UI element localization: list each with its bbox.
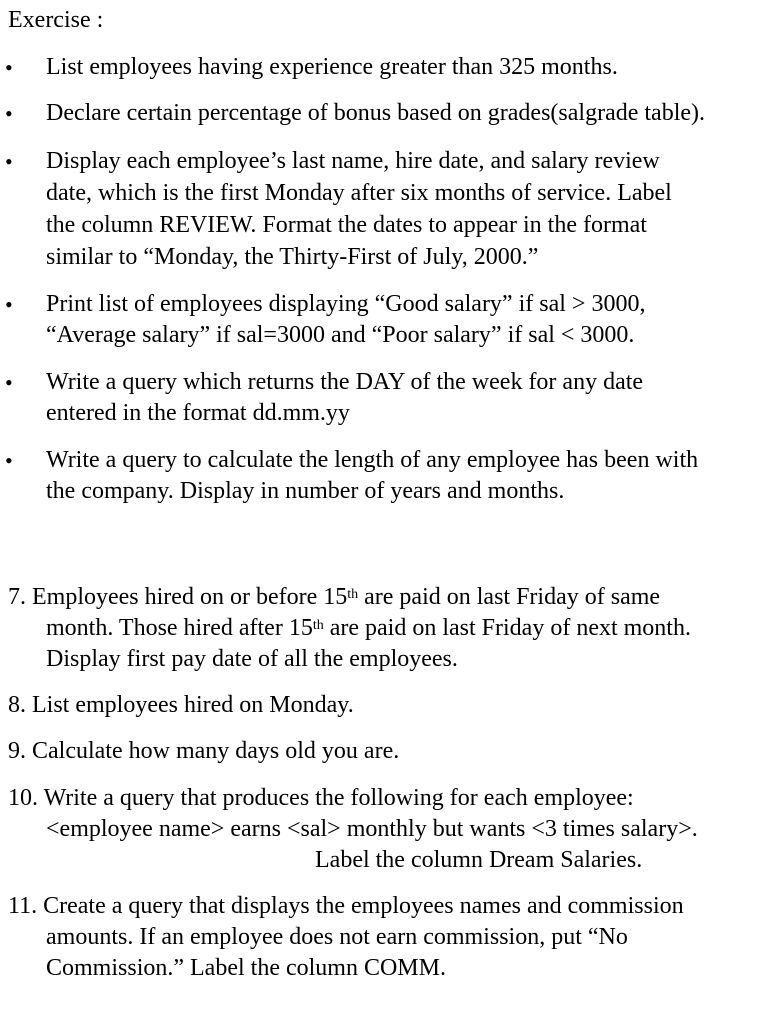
bullet-3-line-3: the column REVIEW. Format the dates to appear in the format (46, 212, 647, 238)
bullet-icon: • (5, 55, 13, 80)
item-10-line-3: Label the column Dream Salaries. (315, 847, 643, 873)
bullet-6-line-2: the company. Display in number of years and months. (46, 478, 565, 504)
item-10-line-1: 10. Write a query that produces the following for each employee: (8, 785, 634, 811)
page-title: Exercise : (8, 7, 104, 33)
bullet-5-line-1: Write a query which returns the DAY of the week for any date (46, 369, 644, 395)
bullet-icon: • (5, 292, 13, 317)
item-7-line-1 (8, 582, 660, 613)
bullet-1-line-1: List employees having experience greater than 325 months. (46, 54, 618, 80)
bullet-4-line-1: Print list of employees displaying “Good salary” if sal > 3000, (46, 291, 646, 317)
bullet-3-line-1: Display each employee’s last name, hire date, and salary review (46, 148, 660, 174)
item-11-line-2: amounts. If an employee does not earn commission, put “No (46, 924, 628, 950)
superscript-th: th (347, 587, 359, 602)
bullet-2-line-1: Declare certain percentage of bonus based on grades(salgrade table). (46, 100, 706, 126)
bullet-icon: • (5, 448, 13, 473)
item-7-line-2-text: month. Those hired after 15 (46, 615, 313, 641)
bullet-6-line-1: Write a query to calculate the length of any employee has been with (46, 447, 699, 473)
item-8-line-1: 8. List employees hired on Monday. (8, 692, 354, 718)
item-7-line-1-text: 7. Employees hired on or before 15 (8, 584, 348, 610)
item-9-line-1: 9. Calculate how many days old you are. (8, 738, 400, 764)
item-11-line-3: Commission.” Label the column COMM. (46, 955, 446, 981)
bullet-icon: • (5, 101, 13, 126)
item-11-line-1: 11. Create a query that displays the employees names and commission (8, 893, 684, 919)
bullet-icon: • (5, 149, 13, 174)
item-10-line-2: <employee name> earns <sal> monthly but wants <3 times salary>. (46, 816, 698, 842)
bullet-3-line-4: similar to “Monday, the Thirty-First of July, 2000.” (46, 244, 539, 270)
bullet-5-line-2: entered in the format dd.mm.yy (46, 400, 350, 426)
bullet-3-line-2: date, which is the first Monday after six months of service. Label (46, 180, 672, 206)
item-7-line-2-rest: are paid on last Friday of next month. (323, 615, 691, 641)
bullet-icon: • (5, 370, 13, 395)
superscript-th: th (312, 618, 324, 633)
item-7-line-1-rest: are paid on last Friday of same (358, 584, 661, 610)
item-7-line-2 (46, 613, 691, 644)
bullet-4-line-2: “Average salary” if sal=3000 and “Poor salary” if sal < 3000. (46, 322, 635, 348)
item-7-line-3: Display first pay date of all the employees. (46, 646, 458, 672)
